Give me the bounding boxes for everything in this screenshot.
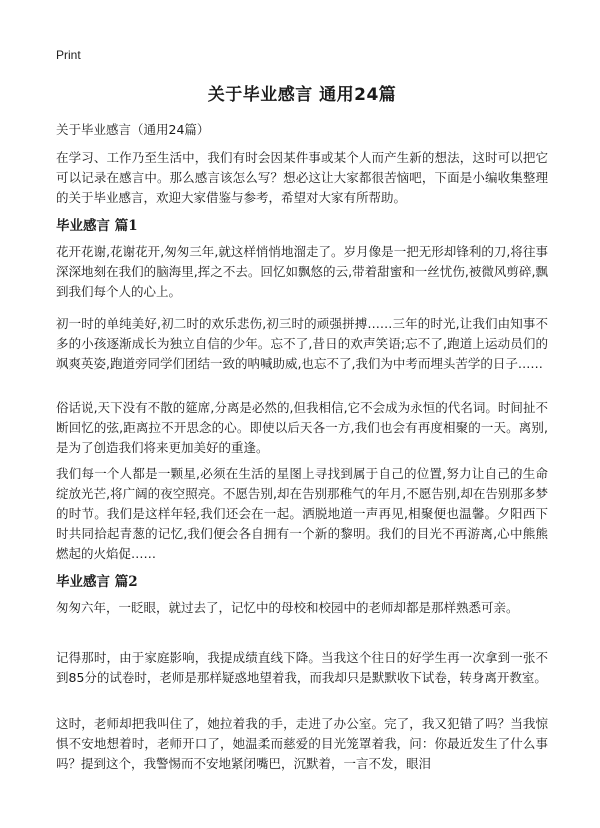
page-title: 关于毕业感言 通用24篇 (207, 85, 397, 105)
intro-paragraph: 在学习、工作乃至生活中，我们有时会因某件事或某个人而产生新的想法，这时可以把它可以记录在感言中。那么感言该怎么写？想必这让大家都很苦恼吧，下面是小编收集整理的关于毕业感言，欢迎大家借鉴与参考，希望对大家有所帮助。 (56, 150, 548, 205)
section-heading-2: 毕业感言 篇2 (56, 574, 138, 590)
section-2-paragraph-2: 记得那时，由于家庭影响，我提成绩直线下降。当我这个往日的好学生再一次拿到一张不到85分的试卷时，老师是那样疑惑地望着我，而我却只是默默收下试卷，转身离开教室。 (56, 650, 548, 685)
print-link[interactable]: Print (56, 48, 81, 62)
section-1-paragraph-3: 俗话说,天下没有不散的筵席,分离是必然的,但我相信,它不会成为永恒的代名词。时间扯不断回忆的弦,距离拉不开思念的心。即使以后天各一方,我们也会有再度相聚的一天。离别,是为了创造我们将来更加美好的重逢。 (56, 400, 548, 455)
section-heading-1: 毕业感言 篇1 (56, 218, 138, 234)
section-1-paragraph-2: 初一时的单纯美好,初二时的欢乐悲伤,初三时的顽强拼搏……三年的时光,让我们由知事不多的小孩逐渐成长为独立自信的少年。忘不了,昔日的欢声笑语;忘不了,跑道上运动员们的飒爽英姿,跑道旁同学们团结一致的呐喊助威,也忘不了,我们为中考而埋头苦学的日子…… (56, 316, 548, 371)
section-1-paragraph-4: 我们每一个人都是一颗星,必须在生活的星图上寻找到属于自己的位置,努力让自己的生命绽放光芒,将广阔的夜空照亮。不愿告别,却在告别那稚气的年月,不愿告别,却在告别那多梦的时节。我们是这样年轻,我们还会在一起。洒脱地道一声再见,相聚便也温馨。夕阳西下时共同拾起青葱的记忆,我们便会各自拥有一个新的黎明。我们的目光不再游离,心中熊熊燃起的火焰促…… (56, 466, 548, 561)
section-2-paragraph-1: 匆匆六年，一眨眼，就过去了，记忆中的母校和校园中的老师却都是那样熟悉可亲。 (56, 600, 519, 615)
section-1-paragraph-1: 花开花谢,花谢花开,匆匆三年,就这样悄悄地溜走了。岁月像是一把无形却锋利的刀,将往事深深地刻在我们的脑海里,挥之不去。回忆如飘悠的云,带着甜蜜和一丝忧伤,被微风剪碎,飘到我们每个人的心上。 (56, 244, 548, 299)
document-subtitle: 关于毕业感言（通用24篇） (56, 122, 210, 137)
section-2-paragraph-3: 这时，老师却把我叫住了，她拉着我的手，走进了办公室。完了，我又犯错了吗？当我惊惧不安地想着时，老师开口了，她温柔而慈爱的目光笼罩着我，问：你最近发生了什么事吗？提到这个，我警惕而不安地紧闭嘴巴，沉默着，一言不发，眼泪 (56, 716, 548, 771)
